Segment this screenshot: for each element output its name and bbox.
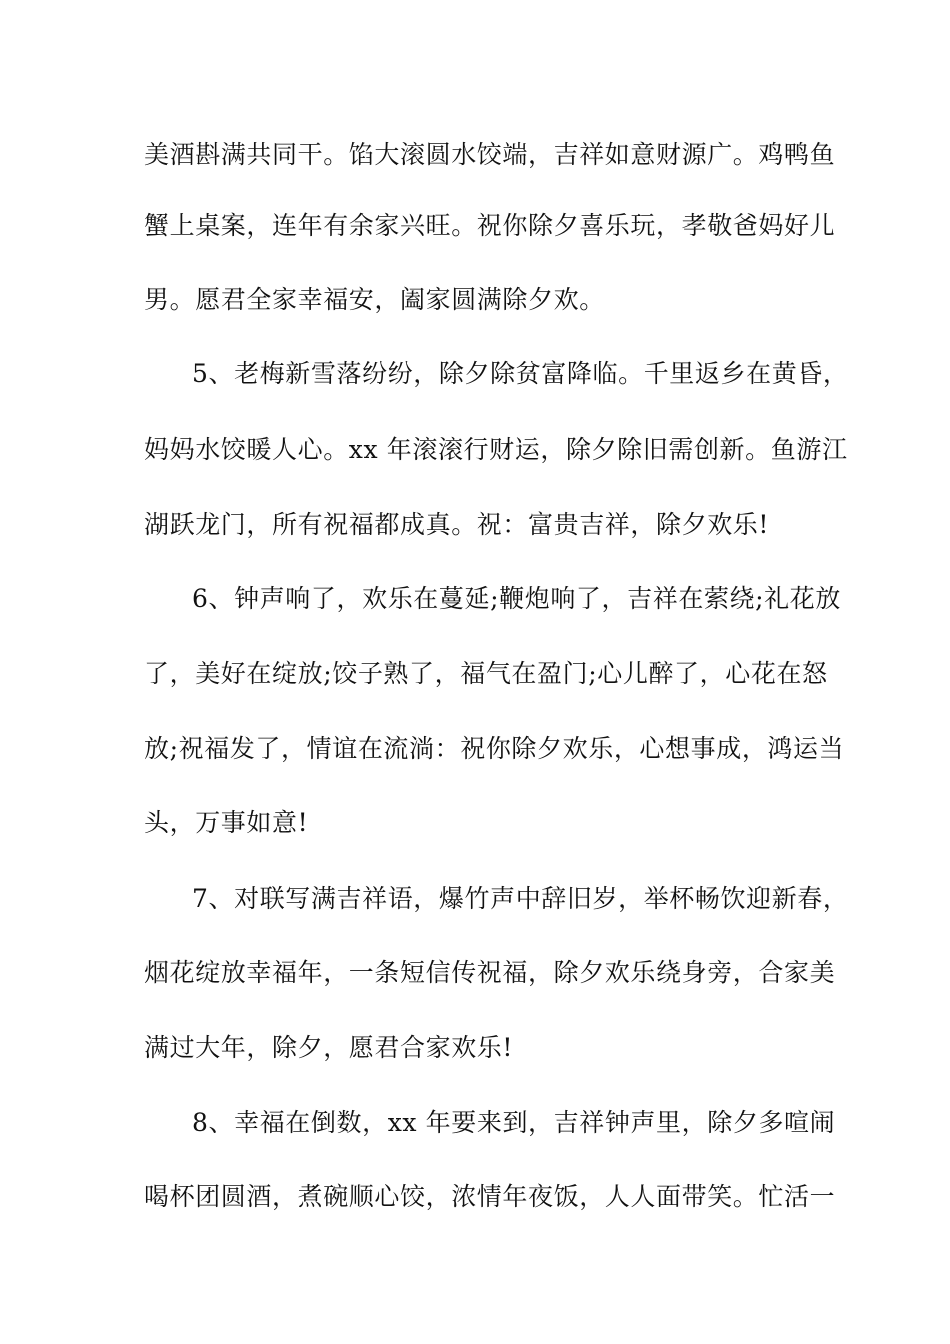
text-line: 喝杯团圆酒，煮碗顺心饺，浓情年夜饭，人人面带笑。忙活一 xyxy=(144,1182,836,1211)
text-line: 美酒斟满共同干。馅大滚圆水饺端，吉祥如意财源广。鸡鸭鱼 xyxy=(144,140,836,169)
text-line: 烟花绽放幸福年，一条短信传祝福，除夕欢乐绕身旁，合家美 xyxy=(144,958,836,987)
text-line: 了，美好在绽放;饺子熟了，福气在盈门;心儿醉了，心花在怒 xyxy=(144,659,828,688)
paragraph-8-start: 8、幸福在倒数，xx 年要来到，吉祥钟声里，除夕多喧闹 xyxy=(192,1108,836,1137)
paragraph-7-start: 7、对联写满吉祥语，爆竹声中辞旧岁，举杯畅饮迎新春， xyxy=(192,884,849,913)
text-line: 蟹上桌案，连年有余家兴旺。祝你除夕喜乐玩，孝敬爸妈好儿 xyxy=(144,211,836,240)
text-line: 放;祝福发了，情谊在流淌：祝你除夕欢乐，心想事成，鸿运当 xyxy=(144,734,845,763)
paragraph-6-start: 6、钟声响了，欢乐在蔓延;鞭炮响了，吉祥在萦绕;礼花放 xyxy=(192,584,841,613)
text-line: 湖跃龙门，所有祝福都成真。祝：富贵吉祥，除夕欢乐! xyxy=(144,510,770,539)
text-line: 男。愿君全家幸福安，阖家圆满除夕欢。 xyxy=(144,285,605,314)
text-line: 妈妈水饺暖人心。xx 年滚滚行财运，除夕除旧需创新。鱼游江 xyxy=(144,435,848,464)
text-line: 满过大年，除夕，愿君合家欢乐! xyxy=(144,1033,514,1062)
paragraph-5-start: 5、老梅新雪落纷纷，除夕除贫富降临。千里返乡在黄昏， xyxy=(192,359,849,388)
text-line: 头，万事如意! xyxy=(144,808,309,837)
